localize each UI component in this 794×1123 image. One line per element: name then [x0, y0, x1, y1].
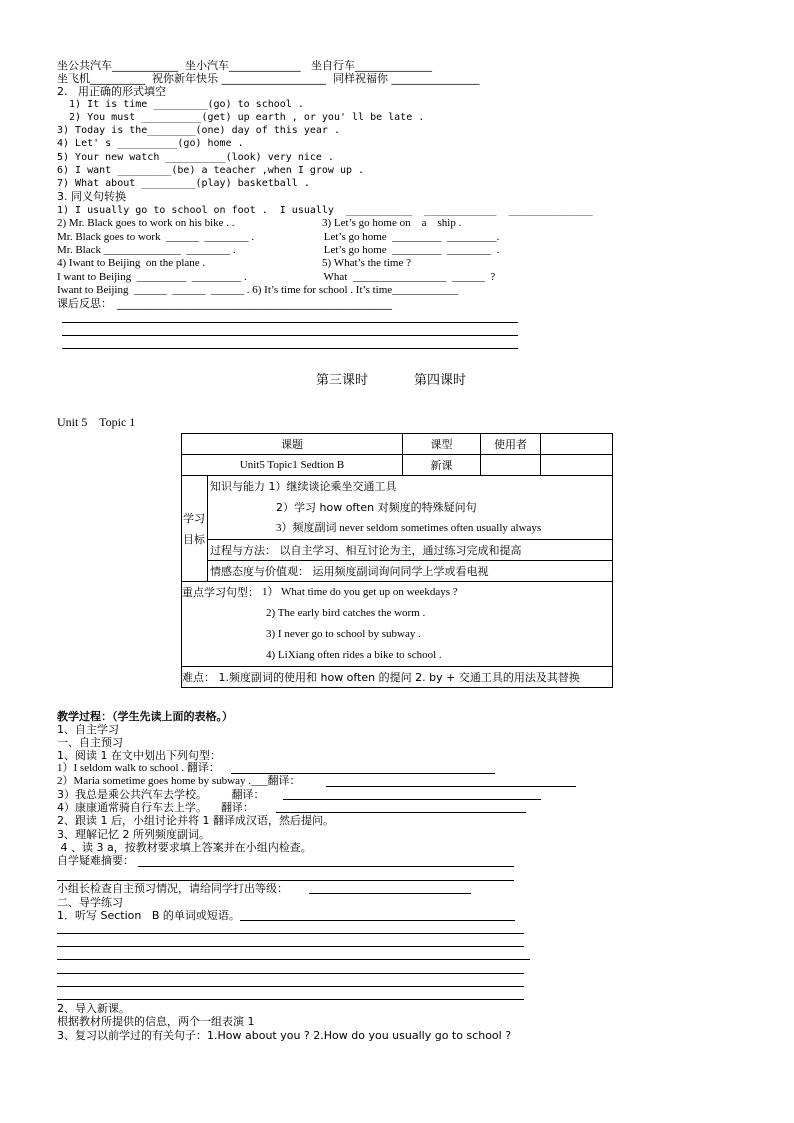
exercise-3-line: Let’s go home _________ _________.	[310, 231, 500, 243]
process-line: 2）Maria sometime goes home by subway .___翻译：	[57, 775, 301, 787]
header-user: 使用者	[481, 434, 541, 455]
vocab-line-2: 坐飞机__________ 祝你新年快乐 ___________________ 同样祝福你 ________________	[57, 72, 480, 85]
answer-line	[57, 986, 524, 987]
exercise-2-item: 1) It is time _________(go) to school .	[57, 99, 304, 110]
exercise-2-item: 4) Let' s __________(go) home .	[57, 138, 244, 149]
process-line: 2、跟读 1 后，小组讨论并将 1 翻译成汉语，然后提问。	[57, 814, 334, 827]
exercise-2-item: 5) Your new watch __________(look) very nice .	[57, 152, 334, 163]
exercise-2-item: 3) Today is the________(one) day of this year .	[57, 125, 340, 136]
answer-line	[57, 880, 514, 881]
exercise-3-line: 1) I usually go to school on foot . I usually ___________ ____________ ______________	[57, 205, 593, 216]
third-period-heading: 第三课时	[316, 373, 369, 388]
exercise-3-line: Mr. Black ______________ ________ .	[57, 244, 236, 256]
answer-line	[57, 946, 524, 947]
answer-line	[276, 812, 526, 813]
answer-line	[57, 999, 524, 1000]
process-method-goal: 过程与方法： 以自主学习、相互讨论为主，通过练习完成和提高	[208, 540, 613, 561]
exercise-3-line: I want to Beijing _________ _________ .	[57, 271, 247, 283]
goal-line: 3）频度副词 never seldom sometimes often usually always	[276, 522, 542, 534]
exercise-2-title: 2. 用正确的形式填空	[57, 85, 166, 98]
key-sentence: 2) The early bird catches the worm .	[266, 607, 426, 619]
process-line: 3、复习以前学过的有关句子：1.How about you ? 2.How do you usually go to school ?	[57, 1029, 512, 1042]
answer-line	[309, 893, 471, 894]
answer-line	[57, 973, 524, 974]
exercise-3-title: 3. 同义句转换	[57, 190, 126, 203]
key-sentence: 1） What time do you get up on weekdays ?	[262, 586, 458, 598]
goal-line: 2）学习 how often 对频度的特殊疑问句	[276, 501, 477, 514]
exercise-2-item: 2) You must __________(get) up earth , or you' ll be late .	[57, 112, 425, 123]
process-line: 4）康康通常骑自行车去上学。 翻译：	[57, 801, 254, 814]
lesson-plan-table	[181, 433, 613, 688]
empty-cell	[541, 455, 613, 476]
header-topic: 课题	[182, 434, 403, 455]
difficulty-row: 难点： 1.频度副词的使用和 how often 的提问 2. by + 交通工具的用法及其替换	[182, 667, 613, 688]
blank-line	[62, 322, 518, 323]
process-line: 1．听写 Section B 的单词或短语。	[57, 909, 240, 922]
process-line: 3、理解记忆 2 所列频度副词。	[57, 828, 210, 841]
header-empty-cell	[541, 434, 613, 455]
lesson-type-cell: 新课	[403, 455, 481, 476]
process-line: 根据教材所提供的信息，两个一组表演 1	[57, 1015, 255, 1028]
exercise-2-item: 7) What about _________(play) basketball .	[57, 178, 310, 189]
exercise-3-line: Mr. Black goes to work ______ ________ .	[57, 231, 255, 243]
process-line: 二、导学练习	[57, 896, 123, 909]
fourth-period-heading: 第四课时	[414, 373, 467, 388]
reflection-label: 课后反思：	[57, 297, 112, 310]
exercise-3-line: Iwant to Beijing ______ ______ ______ . 6) It’s time for school . It’s time____________	[57, 284, 459, 296]
process-line: 自学疑难摘要：	[57, 854, 134, 867]
process-line: 1、阅读 1 在文中划出下列句型：	[57, 749, 221, 762]
reflection-line: __________________________________________________	[117, 297, 392, 310]
key-sentence: 3) I never go to school by subway .	[266, 628, 421, 640]
key-sentences-label: 重点学习句型：	[182, 586, 259, 599]
process-line: 3）我总是乘公共汽车去学校。 翻译：	[57, 788, 265, 801]
exercise-2-item: 6) I want _________(be) a teacher ,when I grow up .	[57, 165, 365, 176]
process-line: 一、自主预习	[57, 736, 123, 749]
lesson-topic-cell: Unit5 Topic1 Sedtion B	[182, 455, 403, 476]
answer-line	[231, 773, 495, 774]
exercise-3-line: 2) Mr. Black goes to work on his bike . .	[57, 217, 235, 229]
process-line: 4 、读 3 a，按教材要求填上答案并在小组内检查。	[57, 841, 312, 854]
exercise-3-line: Let’s go home _________ ________ .	[310, 244, 500, 256]
answer-line	[326, 786, 576, 787]
answer-line	[57, 959, 530, 960]
emotion-value-goal: 情感态度与价值观： 运用频度副词询问同学上学或看电视	[208, 561, 613, 582]
answer-line	[240, 920, 515, 921]
exercise-3-line: 3) Let’s go home on a ship .	[322, 217, 462, 229]
knowledge-goals	[208, 476, 613, 540]
header-type: 课型	[403, 434, 481, 455]
process-line: 小组长检查自主预习情况，请给同学打出等级：	[57, 882, 288, 895]
answer-line	[57, 933, 524, 934]
answer-line	[283, 799, 541, 800]
blank-line	[62, 348, 518, 349]
goal-line: 知识与能力 1）继续谈论乘坐交通工具	[210, 480, 397, 493]
teaching-process-title: 教学过程：（学生先读上面的表格。）	[57, 710, 233, 723]
learning-goals-label: 学习目标	[182, 476, 208, 582]
process-line: 1、自主学习	[57, 723, 119, 736]
vocab-line-1: 坐公共汽车____________ 坐小汽车_____________ 坐自行车______________	[57, 59, 432, 72]
process-line: 2、导入新课。	[57, 1002, 130, 1015]
process-line: 1）I seldom walk to school . 翻译：	[57, 762, 220, 774]
key-sentence-patterns	[182, 582, 613, 667]
user-empty-cell	[481, 455, 541, 476]
exercise-3-line: 4) Iwant to Beijing on the plane .	[57, 257, 206, 269]
key-sentence: 4) LiXiang often rides a bike to school .	[266, 649, 442, 661]
unit-topic-heading: Unit 5 Topic 1	[57, 415, 136, 429]
exercise-3-line: What _________________ ______ ?	[310, 271, 496, 283]
blank-line	[62, 335, 518, 336]
answer-line	[138, 866, 514, 867]
exercise-3-line: 5) What’s the time ?	[322, 257, 411, 269]
